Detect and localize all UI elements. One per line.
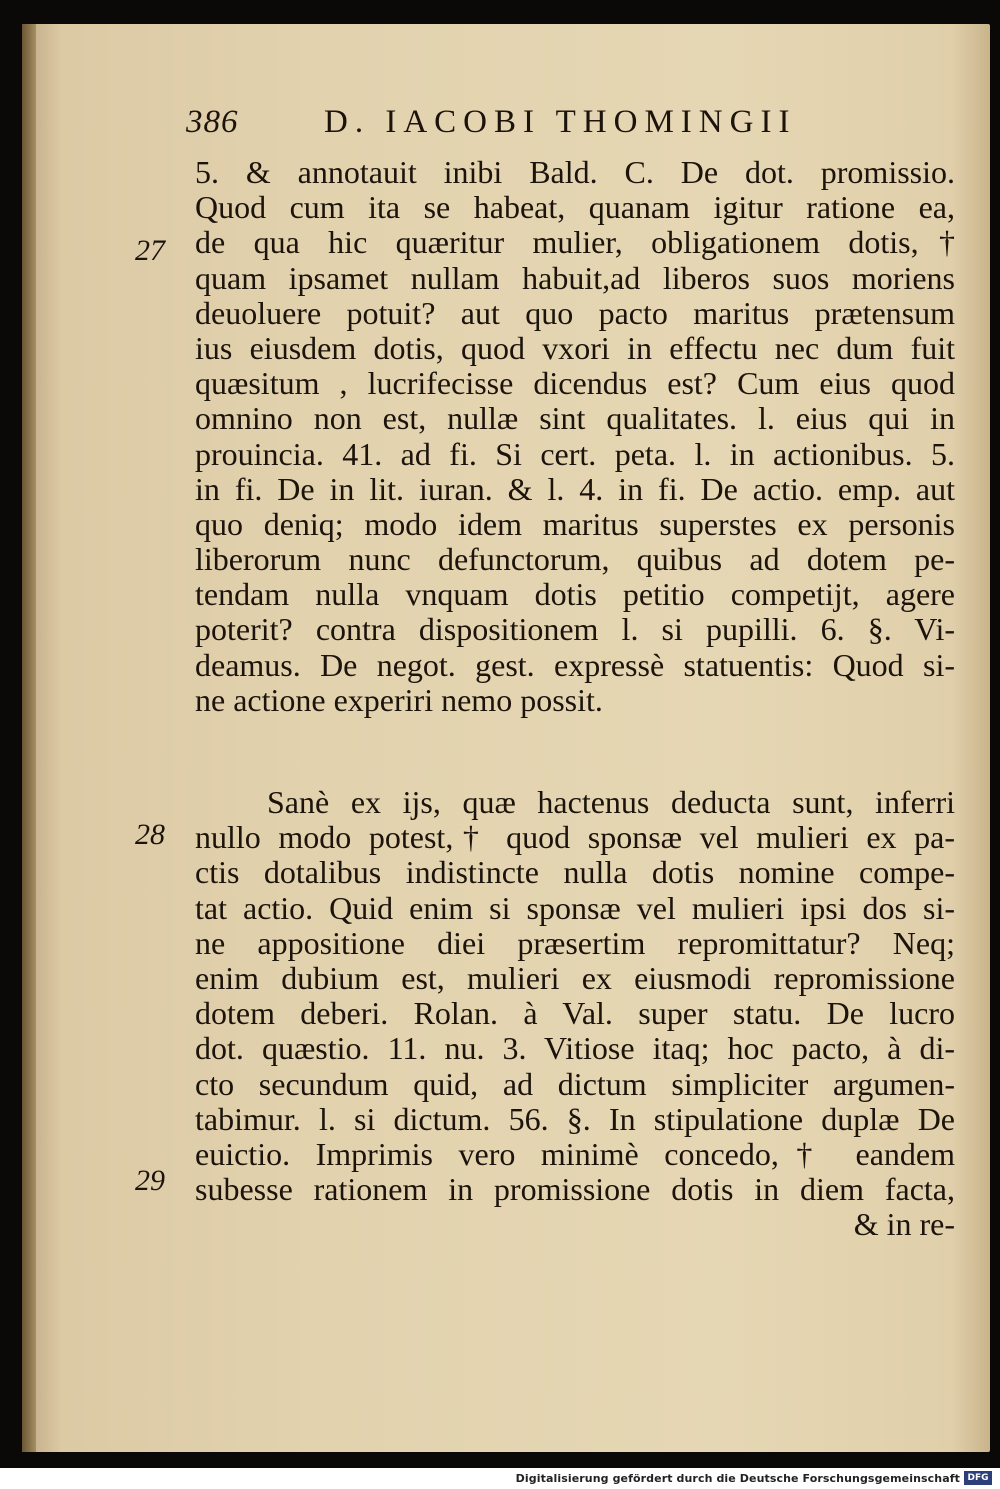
- text-line: 5. & annotauit inibi Bald. C. De dot. promissio.: [195, 154, 955, 190]
- text-line: tabimur. l. si dictum. 56. §. In stipulatione duplæ De: [195, 1100, 955, 1137]
- text-line: dot. quæstio. 11. nu. 3. Vitiose itaq; hoc pacto, à di-: [195, 1030, 955, 1067]
- text-line: liberorum nunc defunctorum, quibus ad dotem pe-: [195, 541, 955, 578]
- page-gutter: [22, 24, 36, 1452]
- text-line: ne actione experiri nemo possit.: [195, 681, 603, 718]
- funding-credit: Digitalisierung gefördert durch die Deutsche Forschungsgemeinschaft: [515, 1472, 960, 1485]
- text-line: quam ipsamet nullam habuit,ad liberos suos moriens: [195, 259, 955, 296]
- catchword: & in re-: [853, 1206, 955, 1243]
- text-line: deuoluere potuit? aut quo pacto maritus prætensum: [195, 294, 955, 331]
- margin-number-28: 28: [135, 818, 165, 851]
- text-line: enim dubium est, mulieri ex eiusmodi repromissione: [195, 959, 955, 996]
- text-line: quæsitum , lucrifecisse dicendus est? Cum eius quod: [195, 365, 955, 402]
- text-line: subesse rationem in promissione dotis in diem facta,: [195, 1171, 955, 1208]
- text-line: tat actio. Quid enim si sponsæ vel mulieri ipsi dos si-: [195, 889, 955, 926]
- running-title: D. IACOBI THOMINGII: [324, 104, 797, 140]
- text-line: deamus. De negot. gest. expressè statuentis: Quod si-: [195, 646, 955, 683]
- footer-bar: [0, 1468, 1000, 1489]
- text-line: in fi. De in lit. iuran. & l. 4. in fi. De actio. emp. aut: [195, 470, 955, 507]
- text-line: ne appositione diei præsertim repromittatur? Neq;: [195, 924, 955, 961]
- text-line: ctis dotalibus indistincte nulla dotis nomine compe-: [195, 854, 955, 891]
- text-line: dotem deberi. Rolan. à Val. super statu. De lucro: [195, 995, 955, 1032]
- text-line: euictio. Imprimis vero minimè concedo,† eandem: [195, 1135, 955, 1172]
- text-line: de qua hic quæritur mulier, obligationem dotis,†: [195, 224, 955, 261]
- margin-number-27: 27: [135, 234, 165, 267]
- margin-number-29: 29: [135, 1164, 165, 1197]
- paragraph-1: [195, 155, 955, 718]
- page-header: [186, 104, 876, 148]
- text-line: ius eiusdem dotis, quod vxori in effectu nec dum fuit: [195, 329, 955, 366]
- text-line: tendam nulla vnquam dotis petitio competijt, agere: [195, 576, 955, 613]
- text-line: cto secundum quid, ad dictum simpliciter argumen-: [195, 1065, 955, 1102]
- text-line: nullo modo potest,† quod sponsæ vel mulieri ex pa-: [195, 819, 955, 856]
- text-line: Sanè ex ijs, quæ hactenus deducta sunt, inferri: [267, 784, 955, 820]
- text-line: poterit? contra dispositionem l. si pupilli. 6. §. Vi-: [195, 611, 955, 648]
- text-line: omnino non est, nullæ sint qualitates. l. eius qui in: [195, 400, 955, 437]
- text-line: quo deniq; modo idem maritus superstes ex personis: [195, 505, 955, 542]
- page-number: 386: [186, 104, 239, 140]
- text-line: prouincia. 41. ad fi. Si cert. peta. l. in actionibus. 5.: [195, 435, 955, 472]
- dfg-logo-icon: DFG: [964, 1471, 992, 1485]
- text-line: Quod cum ita se habeat, quanam igitur ratione ea,: [195, 189, 955, 226]
- paragraph-2: [195, 785, 955, 1242]
